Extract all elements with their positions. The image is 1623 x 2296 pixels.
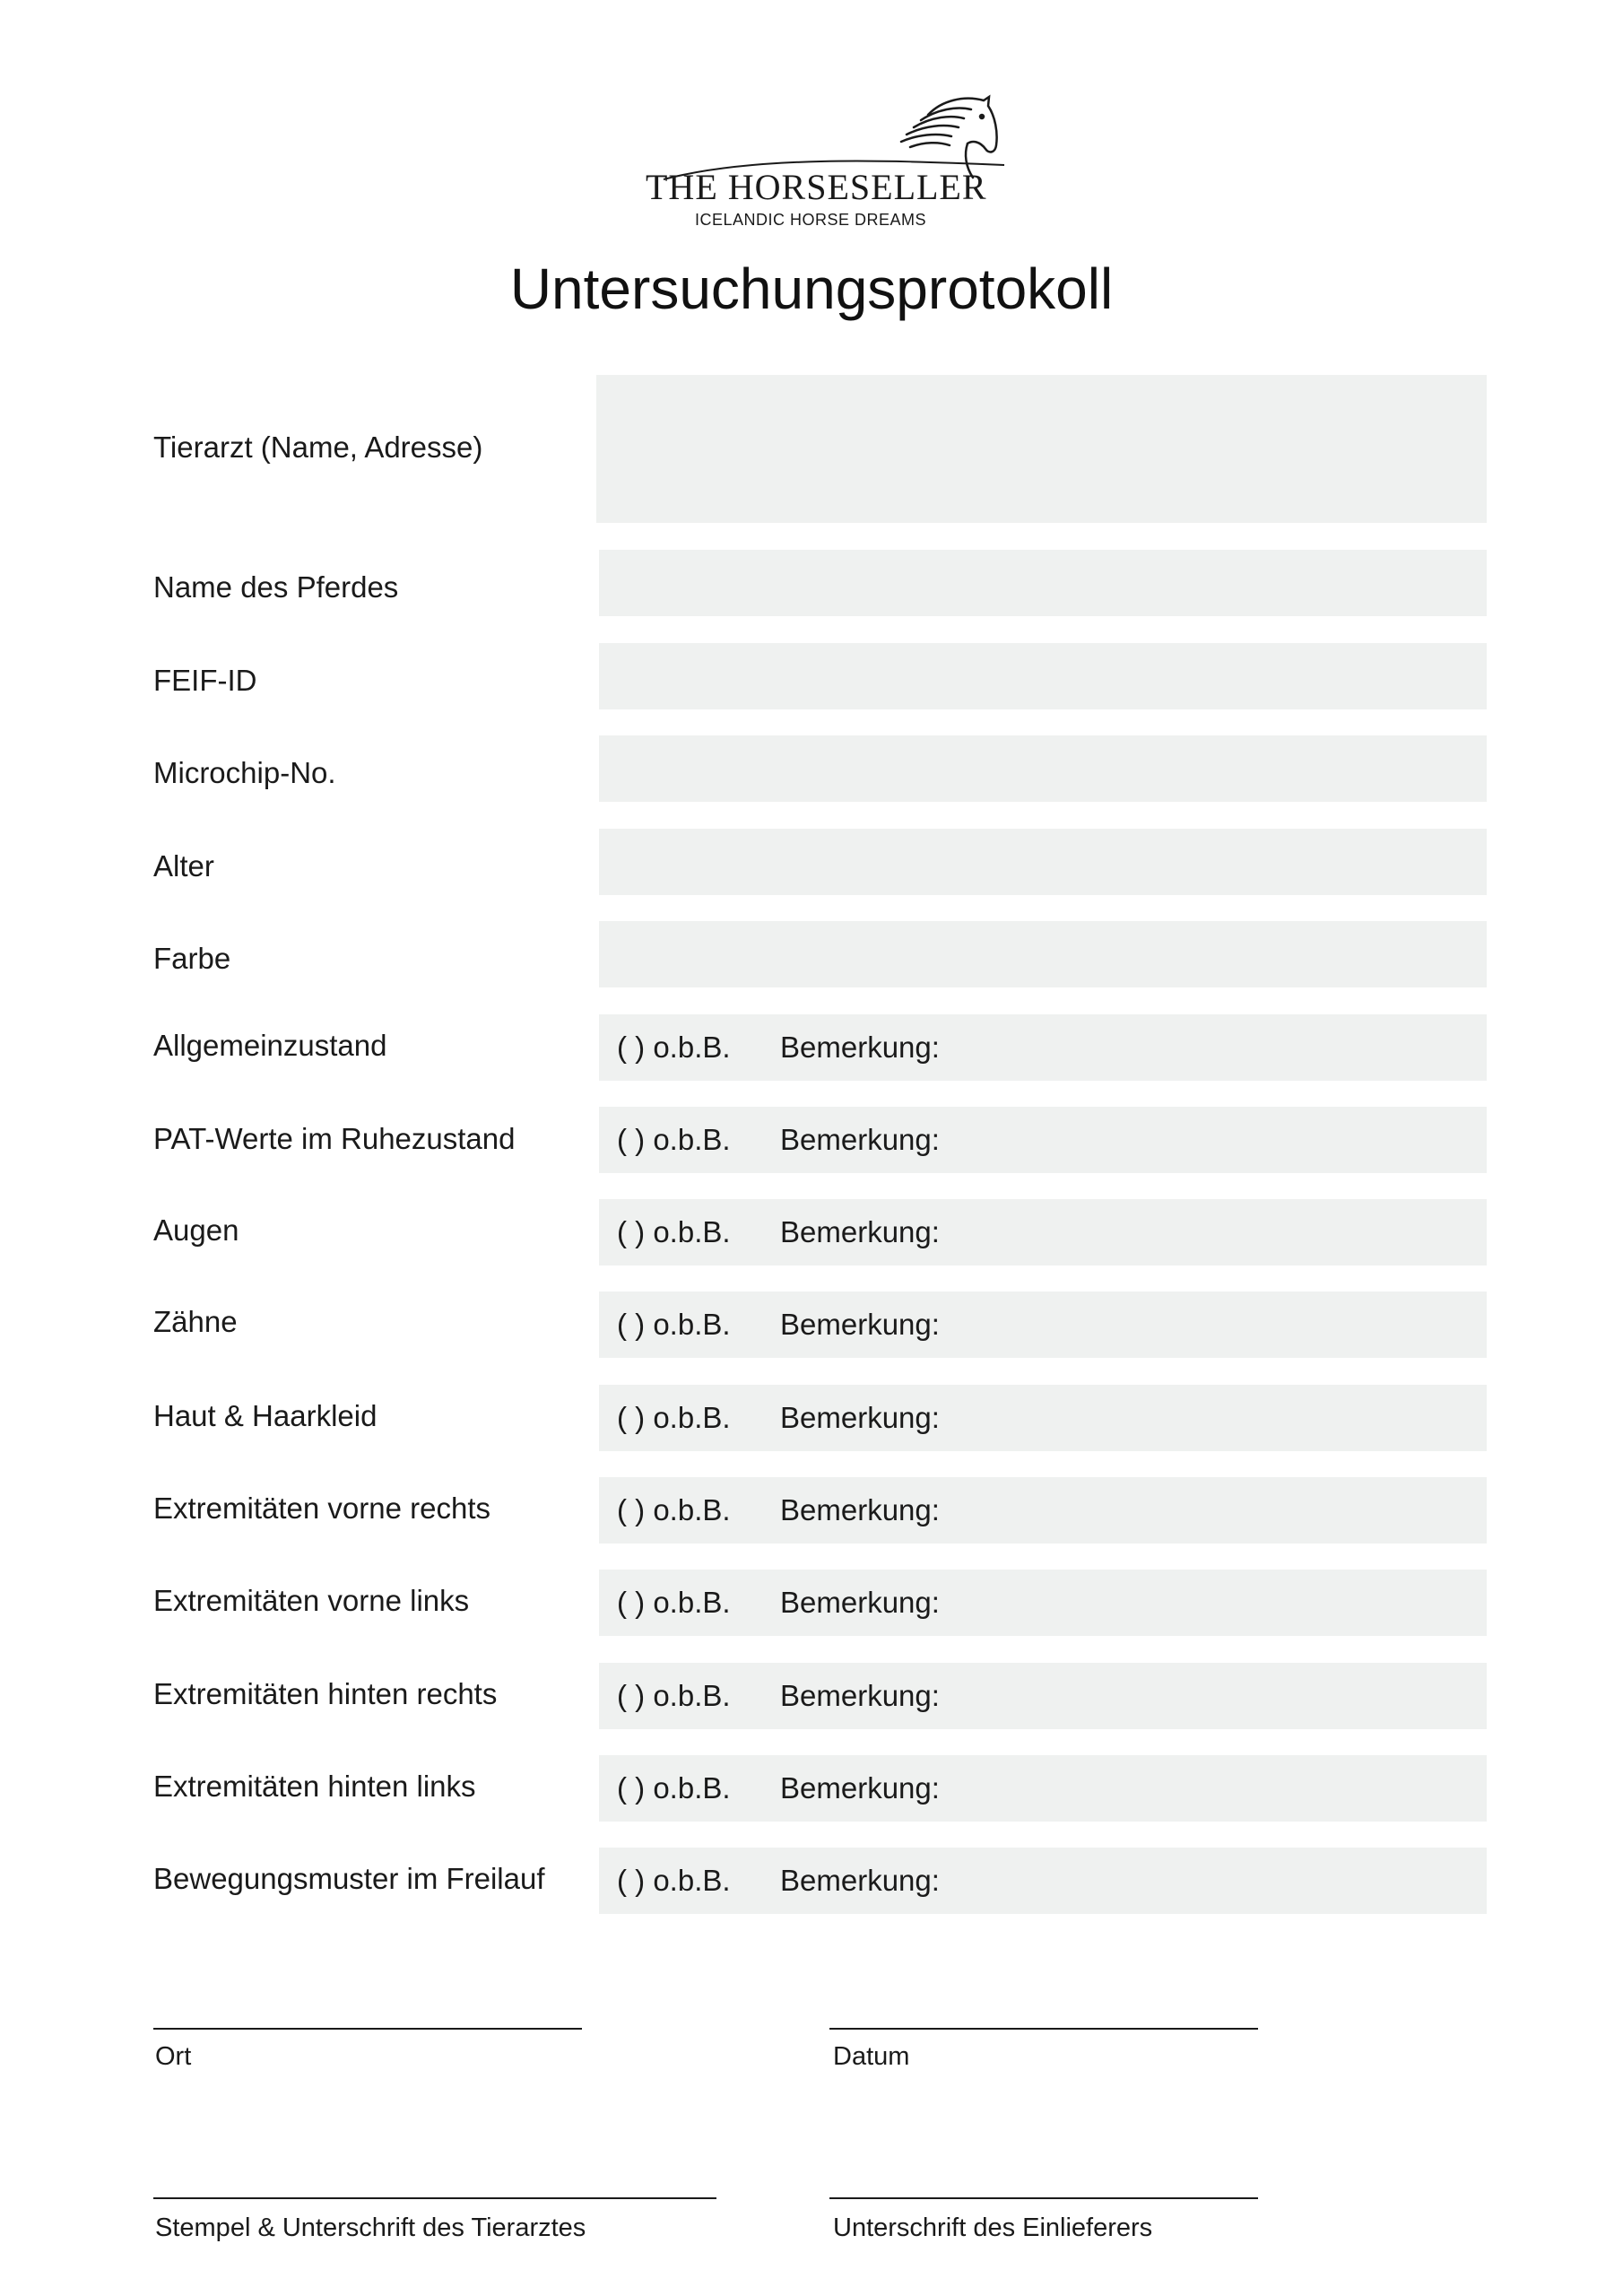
vet-field[interactable] xyxy=(596,375,1487,523)
exam-field[interactable] xyxy=(599,1663,1487,1729)
microchip-field[interactable] xyxy=(599,735,1487,802)
remark-label: Bemerkung: xyxy=(780,1771,940,1805)
place-line[interactable] xyxy=(153,2028,582,2030)
remark-label: Bemerkung: xyxy=(780,1215,940,1248)
document-title: Untersuchungsprotokoll xyxy=(509,257,1114,321)
remark-label: Bemerkung: xyxy=(780,1401,940,1434)
brand-tagline: ICELANDIC HORSE DREAMS xyxy=(695,211,927,229)
microchip-label: Microchip-No. xyxy=(153,756,336,789)
exam-label: Extremitäten vorne rechts xyxy=(153,1492,490,1525)
exam-field[interactable] xyxy=(599,1107,1487,1173)
feif-id-label: FEIF-ID xyxy=(153,664,257,697)
age-label: Alter xyxy=(153,849,214,883)
exam-label: PAT-Werte im Ruhezustand xyxy=(153,1122,516,1155)
exam-label: Extremitäten vorne links xyxy=(153,1584,470,1617)
color-field[interactable] xyxy=(599,921,1487,987)
remark-label: Bemerkung: xyxy=(780,1493,940,1526)
ok-checkbox[interactable]: ( ) o.b.B. xyxy=(617,1864,731,1897)
remark-label: Bemerkung: xyxy=(780,1123,940,1156)
remark-label: Bemerkung: xyxy=(780,1308,940,1341)
feif-id-field[interactable] xyxy=(599,643,1487,709)
exam-field[interactable] xyxy=(599,1014,1487,1081)
submitter-signature-label: Unterschrift des Einlieferers xyxy=(833,2213,1153,2242)
color-label: Farbe xyxy=(153,942,231,975)
horse-name-field[interactable] xyxy=(599,550,1487,616)
ok-checkbox[interactable]: ( ) o.b.B. xyxy=(617,1586,731,1619)
remark-label: Bemerkung: xyxy=(780,1031,940,1064)
exam-field[interactable] xyxy=(599,1385,1487,1451)
exam-label: Haut & Haarkleid xyxy=(153,1399,378,1432)
remark-label: Bemerkung: xyxy=(780,1864,940,1897)
exam-field[interactable] xyxy=(599,1848,1487,1914)
vet-signature-line[interactable] xyxy=(153,2197,716,2199)
remark-label: Bemerkung: xyxy=(780,1586,940,1619)
exam-field[interactable] xyxy=(599,1199,1487,1265)
date-line[interactable] xyxy=(829,2028,1258,2030)
exam-label: Augen xyxy=(153,1213,239,1247)
exam-field[interactable] xyxy=(599,1570,1487,1636)
exam-label: Bewegungsmuster im Freilauf xyxy=(153,1862,545,1895)
date-label: Datum xyxy=(833,2042,910,2071)
exam-label: Extremitäten hinten links xyxy=(153,1770,476,1803)
brand-name: THE HORSESELLER xyxy=(646,167,987,207)
horse-name-label: Name des Pferdes xyxy=(153,570,399,604)
exam-field[interactable] xyxy=(599,1477,1487,1544)
submitter-signature-line[interactable] xyxy=(829,2197,1258,2199)
age-field[interactable] xyxy=(599,829,1487,895)
ok-checkbox[interactable]: ( ) o.b.B. xyxy=(617,1031,731,1064)
vet-label: Tierarzt (Name, Adresse) xyxy=(153,430,483,464)
ok-checkbox[interactable]: ( ) o.b.B. xyxy=(617,1215,731,1248)
exam-label: Allgemeinzustand xyxy=(153,1029,387,1062)
vet-signature-label: Stempel & Unterschrift des Tierarztes xyxy=(155,2213,586,2242)
place-label: Ort xyxy=(155,2042,192,2071)
ok-checkbox[interactable]: ( ) o.b.B. xyxy=(617,1308,731,1341)
exam-label: Extremitäten hinten rechts xyxy=(153,1677,498,1710)
ok-checkbox[interactable]: ( ) o.b.B. xyxy=(617,1493,731,1526)
exam-field[interactable] xyxy=(599,1755,1487,1822)
ok-checkbox[interactable]: ( ) o.b.B. xyxy=(617,1771,731,1805)
exam-field[interactable] xyxy=(599,1292,1487,1358)
ok-checkbox[interactable]: ( ) o.b.B. xyxy=(617,1401,731,1434)
ok-checkbox[interactable]: ( ) o.b.B. xyxy=(617,1123,731,1156)
remark-label: Bemerkung: xyxy=(780,1679,940,1712)
ok-checkbox[interactable]: ( ) o.b.B. xyxy=(617,1679,731,1712)
exam-label: Zähne xyxy=(153,1305,238,1338)
company-logo xyxy=(646,90,1022,233)
